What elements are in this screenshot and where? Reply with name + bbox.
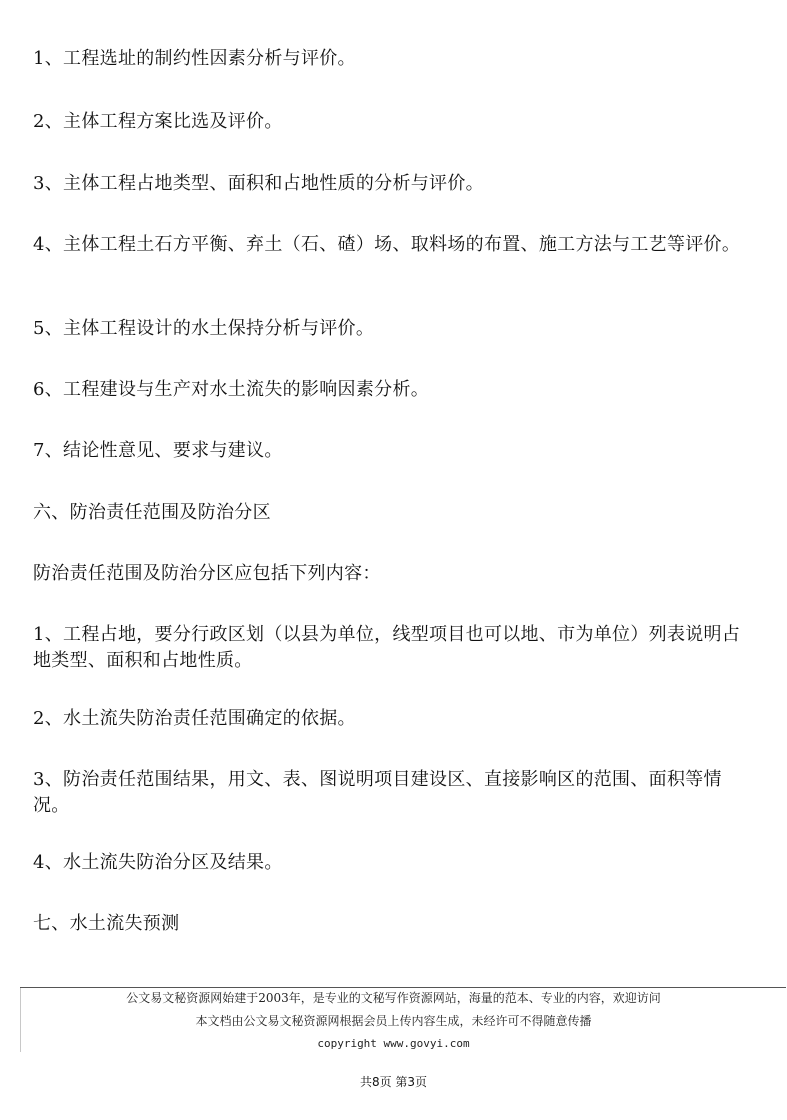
paragraph-8: 1、工程占地，要分行政区划（以县为单位，线型项目也可以地、市为单位）列表说明占地类型、面积和占地性质。 bbox=[33, 624, 741, 671]
paragraph-intro: 防治责任范围及防治分区应包括下列内容： bbox=[33, 563, 381, 584]
paragraph-11: 4、水土流失防治分区及结果。 bbox=[33, 852, 283, 873]
paragraph-9: 2、水土流失防治责任范围确定的依据。 bbox=[33, 708, 356, 729]
section-heading-6: 六、防治责任范围及防治分区 bbox=[33, 502, 271, 523]
paragraph-6: 6、工程建设与生产对水土流失的影响因素分析。 bbox=[33, 379, 430, 400]
paragraph-3: 3、主体工程占地类型、面积和占地性质的分析与评价。 bbox=[33, 173, 484, 194]
page-number: 共8页 第3页 bbox=[359, 1075, 428, 1089]
footer-line-1: 公文易文秘资源网始建于2003年，是专业的文秘写作资源网站，海量的范本、专业的内容，欢迎访问 bbox=[126, 991, 661, 1005]
paragraph-10: 3、防治责任范围结果，用文、表、图说明项目建设区、直接影响区的范围、面积等情况。 bbox=[33, 769, 722, 816]
paragraph-2: 2、主体工程方案比选及评价。 bbox=[33, 111, 283, 132]
paragraph-5: 5、主体工程设计的水土保持分析与评价。 bbox=[33, 318, 375, 339]
paragraph-4: 4、主体工程土石方平衡、弃土（石、碴）场、取料场的布置、施工方法与工艺等评价。 bbox=[33, 234, 741, 255]
paragraph-1: 1、工程选址的制约性因素分析与评价。 bbox=[33, 48, 356, 69]
footer-copyright: copyright www.govyi.com bbox=[317, 1037, 470, 1050]
footer-line-2: 本文档由公文易文秘资源网根据会员上传内容生成，未经许可不得随意传播 bbox=[195, 1014, 592, 1028]
paragraph-7: 7、结论性意见、要求与建议。 bbox=[33, 440, 283, 461]
footer-divider bbox=[20, 987, 786, 988]
section-heading-7: 七、水土流失预测 bbox=[33, 913, 180, 934]
